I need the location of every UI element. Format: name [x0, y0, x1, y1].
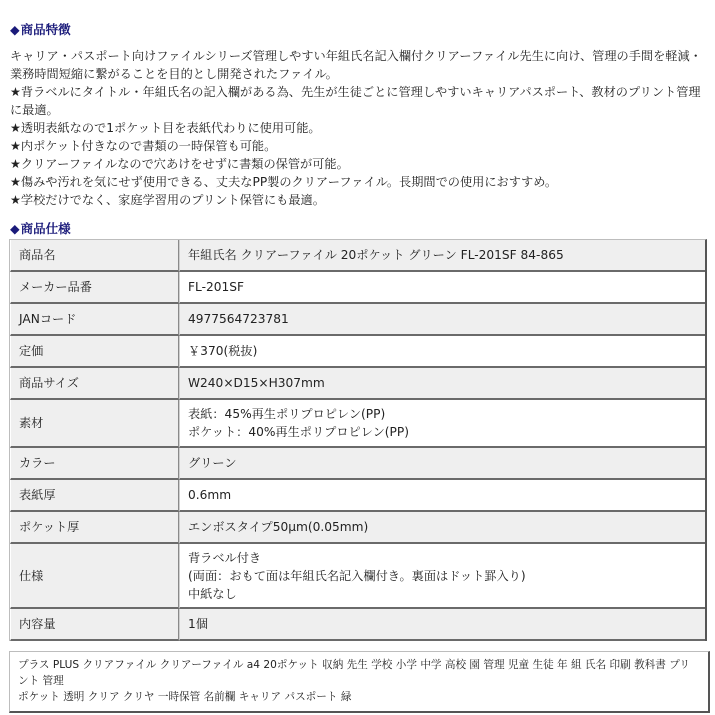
features-heading-text: 商品特徴	[20, 22, 71, 37]
spec-value-line: 中紙なし	[188, 586, 237, 601]
spec-value-line: ポケット：40%再生ポリプロピレン(PP)	[188, 425, 410, 439]
feature-item: ★透明表紙なので1ポケット目を表紙代わりに使用可能。	[10, 121, 321, 135]
spec-value: 4977564723781	[179, 304, 705, 336]
spec-value-line: 背ラベル付き	[188, 550, 262, 565]
diamond-bullet-icon: ◆	[10, 22, 20, 37]
spec-value	[179, 400, 705, 448]
specs-heading	[10, 221, 71, 237]
spec-label: 素材	[10, 400, 179, 448]
spec-label: 仕様	[10, 544, 179, 609]
diamond-bullet-icon: ◆	[10, 221, 20, 236]
spec-label: メーカー品番	[10, 272, 179, 304]
spec-label: 表紙厚	[10, 480, 179, 512]
spec-value: グリーン	[179, 448, 705, 480]
spec-value	[179, 544, 705, 609]
spec-label: JANコード	[10, 304, 179, 336]
keywords-box	[9, 651, 710, 713]
spec-row-product-name	[10, 240, 705, 272]
feature-item: ★学校だけでなく、家庭学習用のプリント保管にも最適。	[10, 193, 325, 207]
spec-row-material	[10, 400, 705, 448]
spec-value-line: (両面：おもて面は年組氏名記入欄付き。裏面はドット罫入り)	[188, 568, 526, 583]
spec-row-quantity	[10, 609, 705, 641]
feature-intro: キャリア・パスポート向けファイルシリーズ管理しやすい年組氏名記入欄付クリアーファイル先生に向け、管理の手間を軽減・業務時間短縮に繋がることを目的とし開発されたファイル。	[10, 49, 702, 81]
feature-item: ★クリアーファイルなので穴あけをせずに書類の保管が可能。	[10, 157, 349, 171]
spec-value: エンボスタイプ50μm(0.05mm)	[179, 512, 705, 544]
spec-label: ポケット厚	[10, 512, 179, 544]
spec-label: カラー	[10, 448, 179, 480]
specs-heading-text: 商品仕様	[20, 221, 71, 236]
spec-value: W240×D15×H307mm	[179, 368, 705, 400]
spec-value: 1個	[179, 609, 705, 641]
spec-row-cover-thickness	[10, 480, 705, 512]
spec-value-line: 表紙：45%再生ポリプロピレン(PP)	[188, 407, 386, 421]
spec-label: 商品名	[10, 240, 179, 272]
spec-value: ￥370(税抜)	[179, 336, 705, 368]
feature-item: ★傷みや汚れを気にせず使用できる、丈夫なPP製のクリアーファイル。長期間での使用におすすめ。	[10, 175, 558, 189]
features-text	[10, 47, 710, 209]
spec-row-size	[10, 368, 705, 400]
features-heading	[10, 22, 71, 38]
spec-row-color	[10, 448, 705, 480]
spec-row-price	[10, 336, 705, 368]
spec-row-specification	[10, 544, 705, 609]
spec-label: 商品サイズ	[10, 368, 179, 400]
spec-label: 定価	[10, 336, 179, 368]
feature-item: ★内ポケット付きなので書類の一時保管も可能。	[10, 139, 277, 153]
spec-row-pocket-thickness	[10, 512, 705, 544]
keywords-line: ポケット 透明 クリア クリヤ 一時保管 名前欄 キャリア パスポート 緑	[18, 691, 352, 703]
spec-value: 0.6mm	[179, 480, 705, 512]
spec-value: FL-201SF	[179, 272, 705, 304]
keywords-line: プラス PLUS クリアファイル クリアーファイル a4 20ポケット 収納 先生 学校 小学 中学 高校 園 管理 児童 生徒 年 組 氏名 印刷 教科書 プリント 管理	[18, 659, 690, 687]
spec-value: 年組氏名 クリアーファイル 20ポケット グリーン FL-201SF 84-865	[179, 240, 705, 272]
spec-row-maker-code	[10, 272, 705, 304]
feature-item: ★背ラベルにタイトル・年組氏名の記入欄がある為、先生が生徒ごとに管理しやすいキャリアパスポート、教材のプリント管理に最適。	[10, 85, 701, 117]
spec-table	[9, 239, 707, 641]
spec-row-jan-code	[10, 304, 705, 336]
spec-label: 内容量	[10, 609, 179, 641]
